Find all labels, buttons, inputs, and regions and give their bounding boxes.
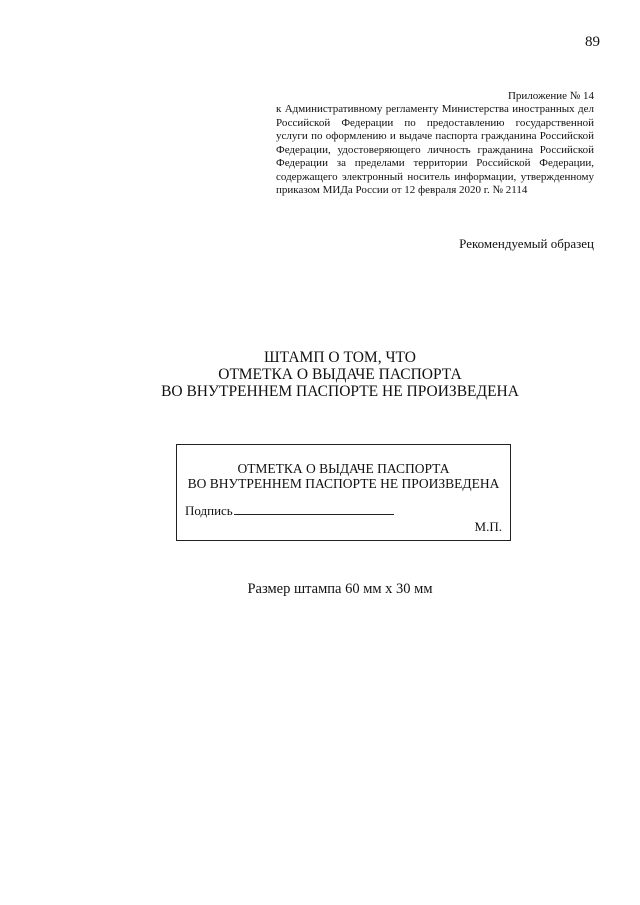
stamp-line-2: ВО ВНУТРЕННЕМ ПАСПОРТЕ НЕ ПРОИЗВЕДЕНА — [187, 476, 500, 491]
heading-line-1: ШТАМП О ТОМ, ЧТО — [264, 349, 416, 366]
signature-line — [234, 502, 394, 515]
appendix-title: Приложение № 14 — [507, 90, 594, 102]
seal-label: М.П. — [474, 519, 502, 534]
appendix-body: к Административному регламенту Министерства иностранных дел Российской Федерации по предоставлению государственной услуги по оформлению и выдаче паспорта гражданина Российской Федерации, удостоверяющего личность гражданина Российской Федерации за пределами территории Российской Федерации, содержащего электронный носитель информации, утвержденному приказом МИДа России от 12 февраля 2020 г. № 2114 — [276, 103, 594, 196]
document-heading — [100, 349, 580, 400]
recommended-sample-label: Рекомендуемый образец — [459, 236, 594, 251]
heading-line-3: ВО ВНУТРЕННЕМ ПАСПОРТЕ НЕ ПРОИЗВЕДЕНА — [161, 383, 519, 400]
stamp-sample-box — [176, 444, 511, 541]
heading-line-2: ОТМЕТКА О ВЫДАЧЕ ПАСПОРТА — [218, 366, 462, 383]
signature-label: Подпись — [185, 503, 233, 518]
stamp-line-1: ОТМЕТКА О ВЫДАЧЕ ПАСПОРТА — [237, 461, 450, 476]
page-number: 89 — [585, 34, 600, 50]
stamp-size-note: Размер штампа 60 мм х 30 мм — [247, 581, 433, 597]
signature-row — [185, 502, 394, 519]
